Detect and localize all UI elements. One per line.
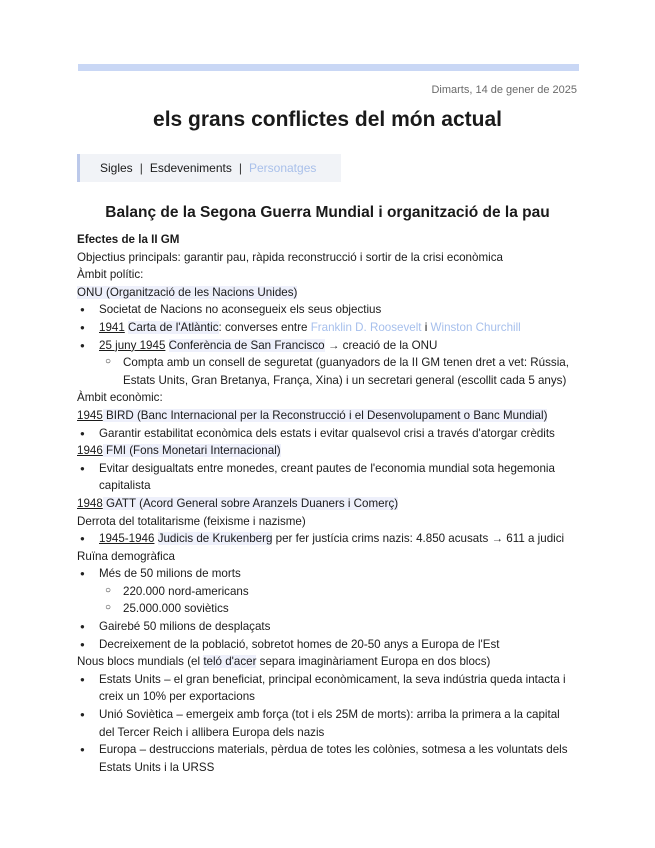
notes-body — [77, 231, 582, 776]
list-item — [77, 319, 582, 337]
nav-separator: | — [139, 161, 143, 175]
list-item: ● Estats Units – el gran beneficiat, principal econòmicament, la seva indústria queda intacta i — [77, 671, 582, 689]
list-item-continuation: capitalista — [99, 479, 151, 493]
category-nav — [77, 154, 341, 182]
date-link[interactable]: 1945 — [77, 408, 103, 422]
sublist-item-continuation: Estats Units, Gran Bretanya, França, Xina) i un secretari general (escollit cada 5 anys) — [123, 373, 567, 387]
text-line — [77, 407, 582, 425]
highlight-term: GATT (Acord General sobre Aranzels Duaners i Comerç) — [102, 496, 399, 510]
nav-item-esdeveniments[interactable]: Esdeveniments — [149, 161, 232, 175]
text-span: i — [421, 320, 431, 334]
text-line: Objectius principals: garantir pau, ràpida reconstrucció i sortir de la crisi econòmica — [77, 250, 503, 264]
list-item-continuation: Estats Units i la URSS — [99, 760, 215, 774]
list-item: ● Societat de Nacions no aconsegueix els seus objectius — [77, 301, 582, 319]
highlight-term: Judicis de Krukenberg — [157, 532, 273, 546]
sublist-item: ○ 25.000.000 soviètics — [77, 600, 582, 618]
highlight-term: teló d'acer — [203, 655, 257, 669]
date-link[interactable]: 25 juny 1945 — [99, 338, 166, 352]
list-item: ● Gairebé 50 milions de desplaçats — [77, 618, 582, 636]
highlight-term: FMI (Fons Monetari Internacional) — [102, 444, 281, 458]
highlight-onu: ONU (Organització de les Nacions Unides) — [77, 285, 298, 299]
text-line — [77, 495, 582, 513]
date-link[interactable]: 1945-1946 — [99, 532, 155, 546]
section-heading: Balanç de la Segona Guerra Mundial i organització de la pau — [105, 204, 550, 221]
person-link[interactable]: Franklin D. Roosevelt — [310, 320, 422, 334]
list-item: ● Més de 50 milions de morts — [77, 565, 582, 583]
subheading-efectes: Efectes de la II GM — [77, 233, 180, 246]
text-span: Nous blocs mundials (el — [77, 655, 204, 669]
text-line: Àmbit econòmic: — [77, 391, 163, 405]
header-accent-bar — [78, 64, 579, 71]
nav-separator: | — [238, 161, 242, 175]
text-line: Àmbit polític: — [77, 268, 144, 282]
list-item: ● Decreixement de la població, sobretot homes de 20-50 anys a Europa de l'Est — [77, 636, 582, 654]
document-date: Dimarts, 14 de gener de 2025 — [431, 84, 577, 96]
list-item — [77, 337, 582, 355]
text-span: : converses entre — [218, 320, 311, 334]
list-item — [77, 530, 582, 548]
person-link[interactable]: Winston Churchill — [430, 320, 521, 334]
text-span: → creació de la ONU — [324, 338, 438, 352]
text-line — [77, 442, 582, 460]
list-item: ● Europa – destruccions materials, pèrdua de totes les colònies, sotmesa a les voluntats dels — [77, 741, 582, 759]
page-title: els grans conflictes del món actual — [153, 108, 502, 131]
list-item: ● Evitar desigualtats entre monedes, creant pautes de l'economia mundial sota hegemonia — [77, 460, 582, 478]
date-link[interactable]: 1946 — [77, 444, 103, 458]
sublist-item: ○ 220.000 nord-americans — [77, 583, 582, 601]
text-line — [77, 653, 582, 671]
list-item-continuation: del Tercer Reich i allibera Europa dels nazis — [99, 725, 325, 739]
text-line: Ruïna demogràfica — [77, 549, 175, 563]
list-item-continuation: creix un 10% per exportacions — [99, 690, 255, 704]
highlight-term: Conferència de San Francisco — [168, 338, 325, 352]
highlight-term: Carta de l'Atlàntic — [128, 320, 219, 334]
text-span: separa imaginàriament Europa en dos blocs) — [256, 655, 491, 669]
text-line — [77, 284, 582, 302]
text-span: per fer justícia crims nazis: 4.850 acusats → 611 a judici — [272, 532, 565, 546]
text-line: Derrota del totalitarisme (feixisme i nazisme) — [77, 514, 306, 528]
date-link[interactable]: 1941 — [99, 320, 125, 334]
sublist-item: ○ Compta amb un consell de seguretat (guanyadors de la II GM tenen dret a vet: Rússia, — [77, 354, 582, 372]
list-item: ● Unió Soviètica – emergeix amb força (tot i els 25M de morts): arriba la primera a la capital — [77, 706, 582, 724]
date-link[interactable]: 1948 — [77, 496, 103, 510]
nav-item-sigles[interactable]: Sigles — [100, 161, 133, 175]
nav-item-personatges[interactable]: Personatges — [248, 161, 317, 175]
highlight-term: BIRD (Banc Internacional per la Reconstrucció i el Desenvolupament o Banc Mundial) — [102, 408, 548, 422]
list-item: ● Garantir estabilitat econòmica dels estats i evitar qualsevol crisi a través d'atorgar crèdits — [77, 425, 582, 443]
